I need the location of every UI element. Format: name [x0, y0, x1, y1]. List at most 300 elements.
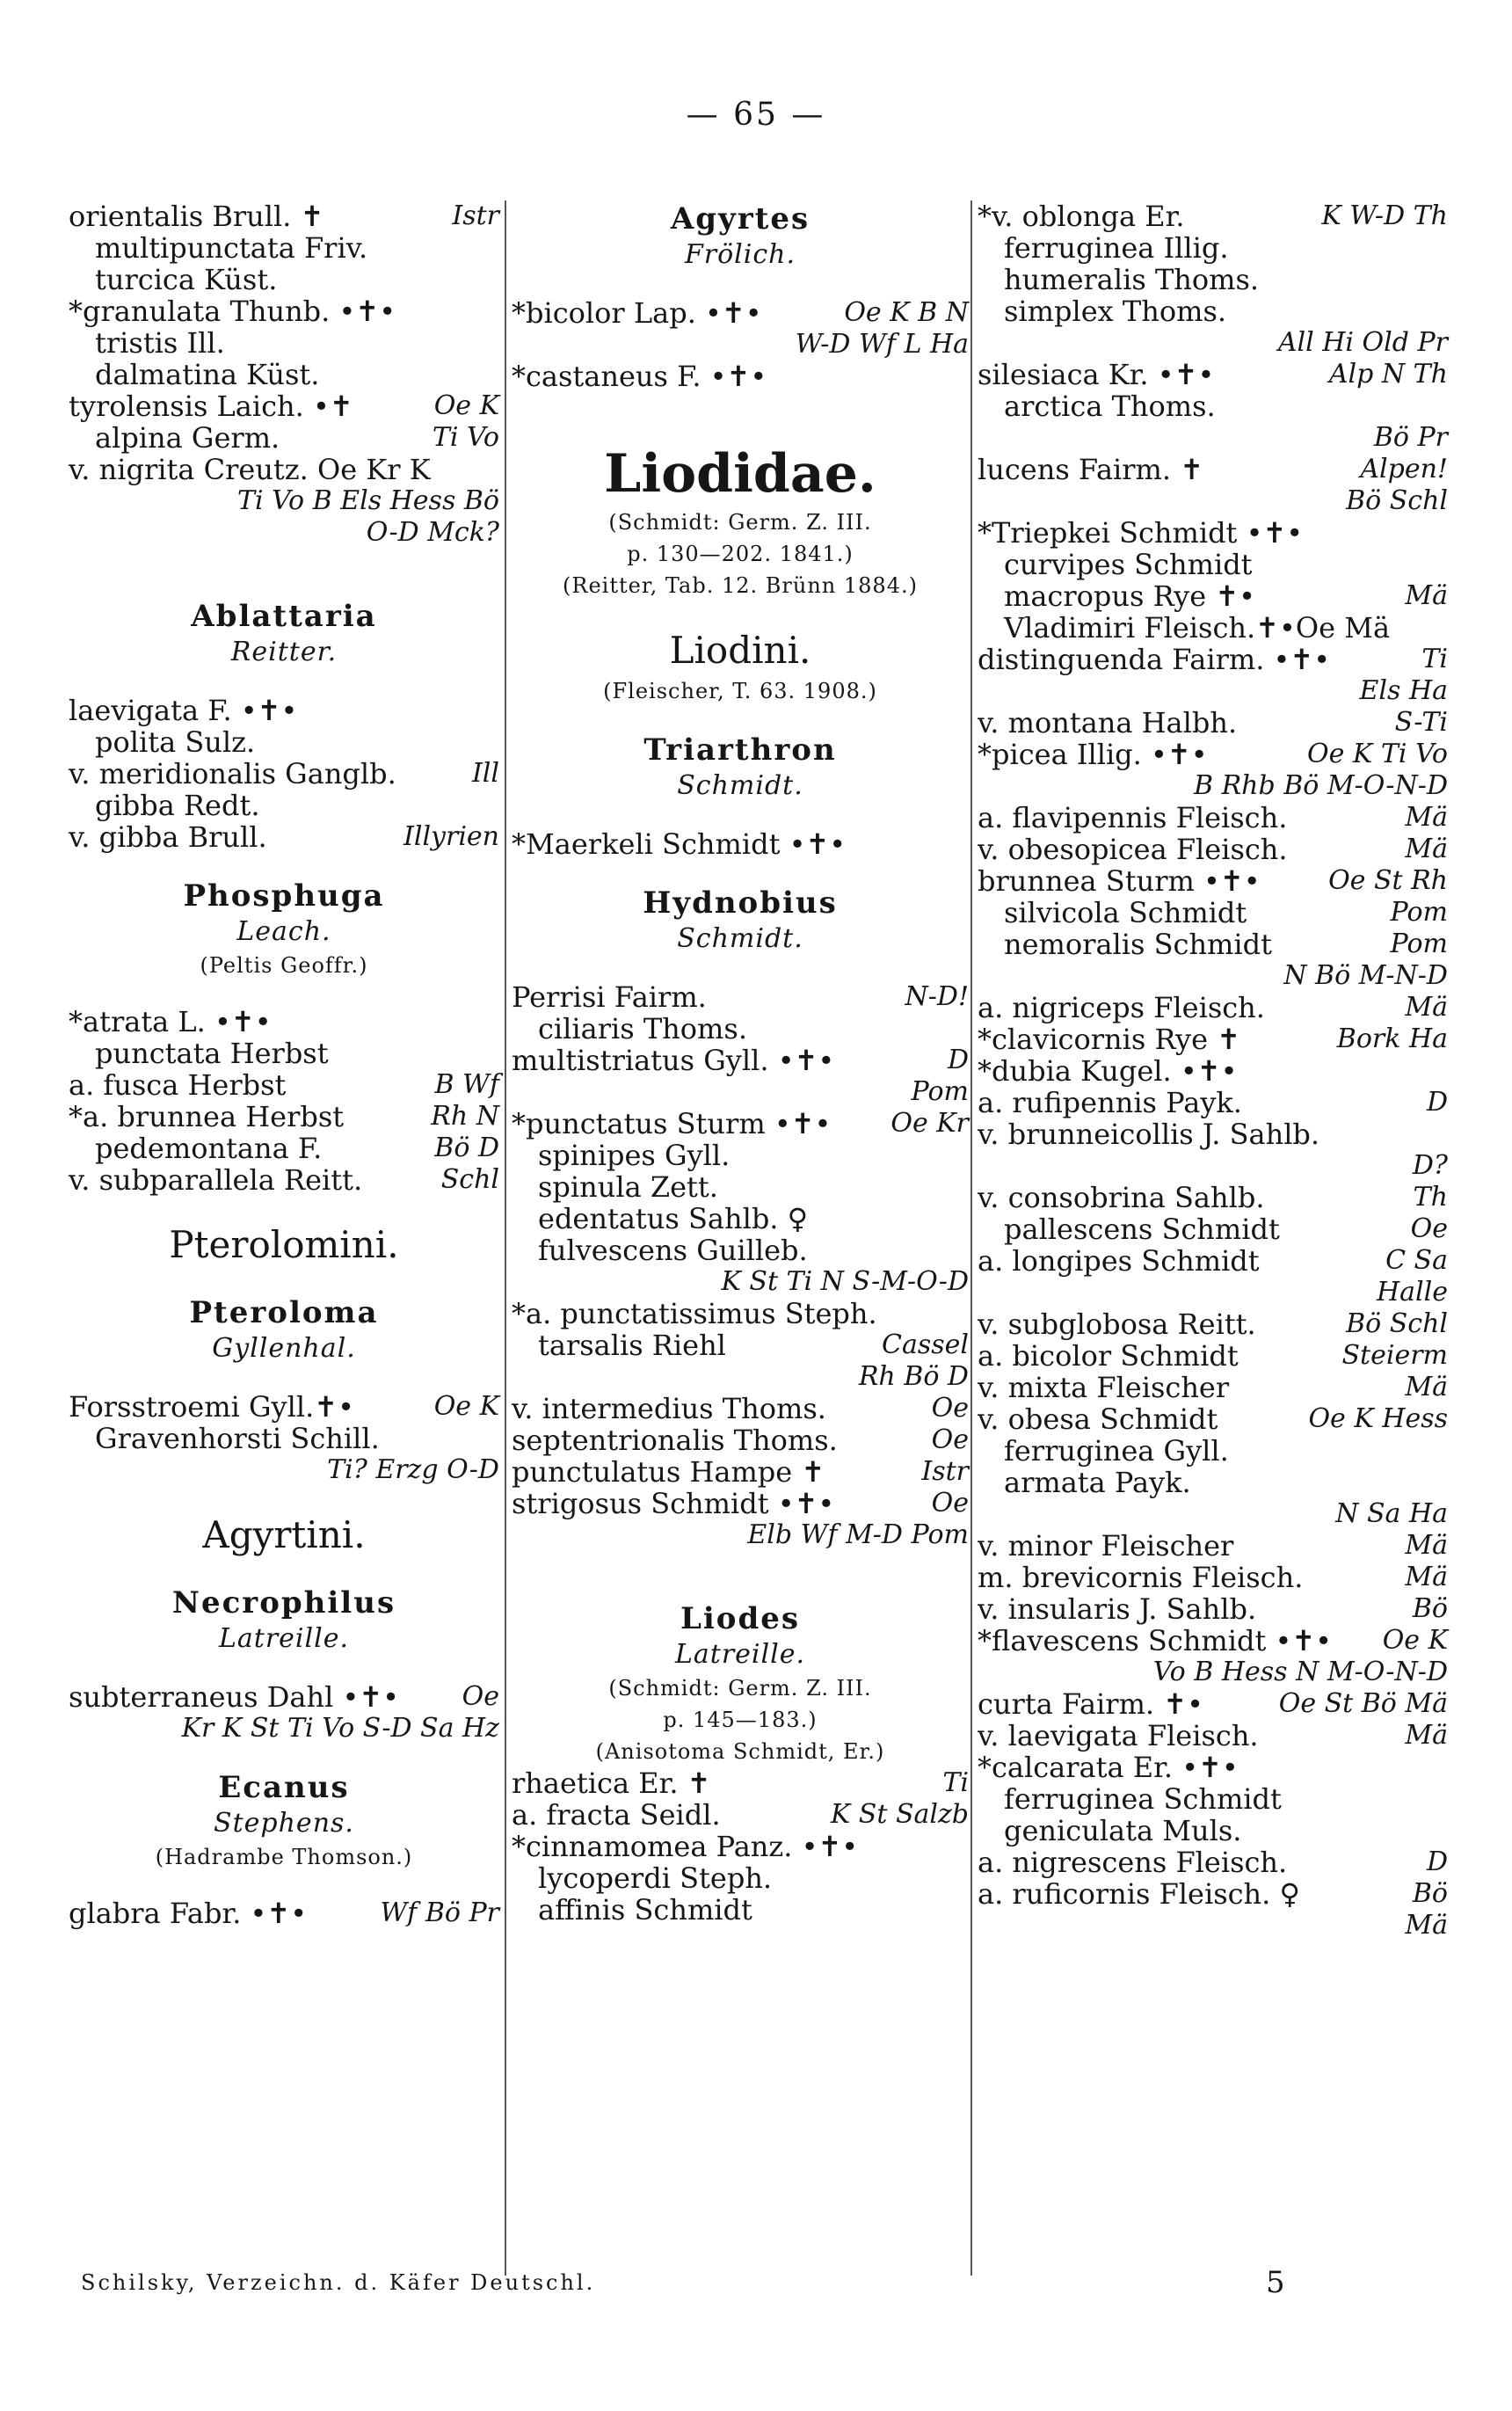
- species-entry: [978, 1593, 1448, 1625]
- species-name: spinipes Gyll.: [538, 1139, 731, 1172]
- species-entry: [69, 1038, 499, 1069]
- species-name: dalmatina Küst.: [95, 358, 320, 391]
- species-name: macropus Rye ✝•: [1004, 579, 1255, 613]
- species-entry: [512, 1203, 969, 1235]
- species-name: curvipes Schmidt: [1004, 548, 1253, 581]
- species-name: nemoralis Schmidt: [1004, 928, 1272, 961]
- species-name: *dubia Kugel. •✝•: [978, 1054, 1238, 1088]
- species-entry: [978, 264, 1448, 295]
- distribution-note: Mä: [1405, 1562, 1448, 1592]
- species-entry: [512, 981, 969, 1013]
- species-entry: [69, 1391, 499, 1423]
- tribe-heading: Agyrtini.: [202, 1513, 366, 1556]
- species-name: humeralis Thoms.: [1004, 263, 1260, 296]
- species-name: subterraneus Dahl •✝•: [69, 1680, 400, 1714]
- species-name: *flavescens Schmidt •✝•: [978, 1624, 1333, 1657]
- species-entry: [978, 1562, 1448, 1593]
- species-name: Forsstroemi Gyll.✝•: [69, 1390, 354, 1424]
- reference-note: (Anisotoma Schmidt, Er.): [595, 1739, 885, 1764]
- species-name: tarsalis Riehl: [538, 1329, 726, 1362]
- spacer: [69, 1873, 499, 1897]
- species-entry: [978, 1467, 1448, 1498]
- distribution-note: Istr: [452, 200, 499, 231]
- species-entry: [69, 264, 499, 295]
- species-entry: [69, 1164, 499, 1196]
- distribution-note: Oe Kr: [890, 1108, 969, 1139]
- species-entry: [512, 1831, 969, 1862]
- distribution-line: Elb Wf M-D Pom: [747, 1519, 969, 1550]
- species-entry: [978, 865, 1448, 897]
- tribe-heading: Pterolomini.: [169, 1223, 399, 1266]
- species-entry: [978, 1625, 1448, 1657]
- species-entry: [512, 1862, 969, 1894]
- species-entry: [978, 1118, 1448, 1150]
- spacer: [69, 549, 499, 598]
- species-entry: [512, 361, 969, 392]
- species-entry: [978, 517, 1448, 549]
- species-entry: [978, 295, 1448, 327]
- species-name: *a. brunnea Herbst: [69, 1100, 345, 1133]
- species-entry: [512, 1894, 969, 1926]
- species-entry: [978, 1783, 1448, 1815]
- distribution-note: Bö D: [434, 1133, 499, 1163]
- species-entry: [978, 1530, 1448, 1562]
- genus-author: Latreille.: [218, 1623, 350, 1654]
- reference-note: p. 145—183.): [663, 1708, 818, 1732]
- species-name: v. consobrina Sahlb.: [978, 1181, 1265, 1214]
- species-entry: [978, 1245, 1448, 1277]
- species-entry: [978, 802, 1448, 834]
- species-entry: [978, 897, 1448, 929]
- species-entry: [978, 1372, 1448, 1403]
- species-name: v. subparallela Reitt.: [69, 1163, 363, 1197]
- species-entry: [69, 454, 499, 485]
- species-name: rhaetica Er. ✝: [512, 1766, 711, 1800]
- distribution-note: Bork Ha: [1336, 1023, 1448, 1054]
- species-name: laevigata F. •✝•: [69, 694, 298, 727]
- species-entry: [69, 1006, 499, 1038]
- species-name: multistriatus Gyll. •✝•: [512, 1044, 835, 1077]
- distribution-note: Alp N Th: [1328, 359, 1448, 390]
- species-entry: [69, 1133, 499, 1164]
- distribution-line: K St Ti N S-M-O-D: [721, 1266, 969, 1297]
- genus-author: Latreille.: [674, 1639, 806, 1670]
- species-name: fulvescens Guilleb.: [538, 1234, 808, 1267]
- species-entry: [512, 1013, 969, 1045]
- genus-author: Leach.: [236, 916, 331, 947]
- reference-note: p. 130—202. 1841.): [627, 542, 854, 566]
- species-entry: [512, 828, 969, 860]
- spacer: [69, 1560, 499, 1584]
- species-entry: [978, 1213, 1448, 1245]
- species-entry: [978, 454, 1448, 485]
- species-entry: [512, 1140, 969, 1171]
- species-entry: [512, 1298, 969, 1329]
- tribe-heading: Liodini.: [669, 629, 811, 672]
- distribution-note: Mä: [1405, 834, 1448, 864]
- spacer: [69, 670, 499, 695]
- species-entry: [978, 200, 1448, 232]
- reference-note: (Fleischer, T. 63. 1908.): [603, 679, 877, 703]
- species-entry: [512, 1045, 969, 1076]
- species-entry: [512, 297, 969, 329]
- distribution-note: N-D!: [905, 981, 969, 1012]
- spacer: [69, 1486, 499, 1511]
- species-name: *Triepkei Schmidt •✝•: [978, 516, 1304, 550]
- species-name: polita Sulz.: [95, 725, 256, 759]
- species-entry: [978, 929, 1448, 960]
- species-name: v. minor Fleischer: [978, 1529, 1234, 1562]
- distribution-line: Pom: [911, 1076, 969, 1107]
- species-name: geniculata Muls.: [1004, 1814, 1242, 1847]
- distribution-note: Oe: [1410, 1213, 1448, 1244]
- distribution-note: Rh N: [431, 1101, 499, 1132]
- species-entry: [978, 1340, 1448, 1372]
- species-entry: [69, 1897, 499, 1929]
- species-name: v. brunneicollis J. Sahlb.: [978, 1118, 1320, 1151]
- species-entry: [512, 1424, 969, 1456]
- family-heading: Liodidae.: [604, 443, 876, 505]
- species-entry: [978, 1182, 1448, 1213]
- distribution-note: Steierm: [1341, 1340, 1448, 1371]
- distribution-note: B Wf: [434, 1069, 499, 1100]
- distribution-note: S-Ti: [1394, 707, 1448, 738]
- species-name: glabra Fabr. •✝•: [69, 1897, 308, 1930]
- species-name: silvicola Schmidt: [1004, 896, 1247, 929]
- species-name: Gravenhorsti Schill.: [95, 1422, 380, 1455]
- column-2: [512, 200, 969, 2253]
- distribution-note: Th: [1413, 1182, 1448, 1213]
- species-name: v. laevigata Fleisch.: [978, 1719, 1259, 1752]
- spacer: [69, 1657, 499, 1681]
- distribution-line: All Hi Old Pr: [1277, 327, 1448, 358]
- distribution-note: Mä: [1405, 1530, 1448, 1561]
- distribution-note: Oe: [931, 1393, 969, 1424]
- species-entry: [978, 1878, 1448, 1910]
- species-entry: [978, 612, 1448, 644]
- species-name: multipunctata Friv.: [95, 231, 368, 265]
- distribution-note: Mä: [1405, 1372, 1448, 1402]
- species-name: *cinnamomea Panz. •✝•: [512, 1830, 859, 1863]
- species-name: a. nigriceps Fleisch.: [978, 991, 1265, 1024]
- species-name: *calcarata Er. •✝•: [978, 1751, 1239, 1784]
- species-entry: [69, 726, 499, 758]
- distribution-note: Oe K: [433, 390, 499, 421]
- distribution-line: W-D Wf L Ha: [795, 329, 969, 360]
- genus-author: Schmidt.: [677, 770, 803, 801]
- genus-author: Gyllenhal.: [212, 1333, 356, 1364]
- spacer: [69, 853, 499, 878]
- species-name: orientalis Brull. ✝: [69, 200, 324, 233]
- species-entry: [512, 1171, 969, 1203]
- distribution-note: Oe: [462, 1681, 499, 1712]
- species-name: armata Payk.: [1004, 1466, 1191, 1499]
- distribution-line: Ti Vo B Els Hess Bö: [236, 485, 499, 516]
- distribution-line: Vo B Hess N M-O-N-D: [1152, 1657, 1448, 1687]
- spacer: [69, 1196, 499, 1220]
- species-entry: [512, 1329, 969, 1361]
- species-entry: [978, 359, 1448, 390]
- species-name: pedemontana F.: [95, 1132, 323, 1165]
- distribution-line: Halle: [1377, 1277, 1448, 1307]
- genus-heading: Liodes: [680, 1601, 801, 1636]
- species-entry: [978, 834, 1448, 865]
- species-name: v. obesa Schmidt: [978, 1402, 1218, 1436]
- species-name: arctica Thoms.: [1004, 390, 1216, 423]
- species-name: simplex Thoms.: [1004, 295, 1227, 328]
- distribution-note: D: [1426, 1087, 1448, 1118]
- distribution-note: C Sa: [1385, 1245, 1448, 1276]
- distribution-note: Mä: [1405, 802, 1448, 833]
- spacer: [512, 601, 969, 626]
- distribution-line: N Sa Ha: [1335, 1498, 1448, 1529]
- distribution-note: Ti: [942, 1767, 969, 1798]
- distribution-note: Alpen!: [1360, 454, 1448, 484]
- species-name: gibba Redt.: [95, 789, 260, 822]
- distribution-note: Oe: [931, 1488, 969, 1519]
- footer-citation: Schilsky, Verzeichn. d. Käfer Deutschl.: [81, 2270, 596, 2295]
- distribution-note: D: [947, 1045, 969, 1075]
- species-name: Perrisi Fairm.: [512, 980, 707, 1014]
- species-entry: [512, 1108, 969, 1140]
- distribution-note: Ill: [471, 758, 499, 789]
- species-name: v. mixta Fleischer: [978, 1371, 1230, 1404]
- species-entry: [978, 1023, 1448, 1055]
- species-entry: [978, 1720, 1448, 1752]
- distribution-note: Oe St Rh: [1328, 865, 1448, 896]
- species-entry: [978, 1846, 1448, 1878]
- distribution-note: Mä: [1405, 580, 1448, 611]
- species-name: pallescens Schmidt: [1004, 1213, 1280, 1246]
- species-entry: [978, 1308, 1448, 1340]
- species-entry: [69, 295, 499, 327]
- page-number: — 65 —: [686, 97, 826, 133]
- species-entry: [978, 232, 1448, 264]
- distribution-note: Oe K B N: [844, 297, 969, 328]
- distribution-note: Schl: [440, 1164, 499, 1195]
- distribution-line: Mä: [1405, 1910, 1448, 1941]
- species-name: affinis Schmidt: [538, 1893, 752, 1927]
- column-rule-right: [970, 200, 972, 2276]
- species-name: v. obesopicea Fleisch.: [978, 833, 1288, 866]
- genus-heading: Phosphuga: [183, 878, 385, 914]
- species-name: *Maerkeli Schmidt •✝•: [512, 827, 847, 861]
- species-name: v. intermedius Thoms.: [512, 1392, 826, 1425]
- column-rule-left: [505, 200, 506, 2276]
- species-name: v. insularis J. Sahlb.: [978, 1592, 1257, 1626]
- species-name: a. longipes Schmidt: [978, 1244, 1260, 1278]
- species-name: tristis Ill.: [95, 326, 225, 360]
- species-entry: [69, 200, 499, 232]
- spacer: [69, 1270, 499, 1294]
- species-name: lycoperdi Steph.: [538, 1861, 773, 1895]
- species-name: lucens Fairm. ✝: [978, 453, 1204, 486]
- species-name: *castaneus F. •✝•: [512, 360, 767, 393]
- distribution-note: Istr: [921, 1456, 969, 1487]
- species-name: alpina Germ.: [95, 421, 280, 455]
- species-entry: [978, 644, 1448, 675]
- distribution-line: Ti? Erzg O-D: [327, 1454, 499, 1485]
- distribution-note: D: [1426, 1846, 1448, 1877]
- species-entry: [978, 1435, 1448, 1467]
- distribution-note: Mä: [1405, 992, 1448, 1023]
- species-name: septentrionalis Thoms.: [512, 1424, 838, 1457]
- species-entry: [978, 580, 1448, 612]
- species-name: ferruginea Schmidt: [1004, 1782, 1282, 1816]
- species-entry: [69, 790, 499, 821]
- signature-mark: 5: [1266, 2265, 1285, 2300]
- species-name: ciliaris Thoms.: [538, 1012, 747, 1045]
- distribution-line: O-D Mck?: [366, 517, 499, 548]
- species-name: punctata Herbst: [95, 1037, 329, 1070]
- distribution-line: D?: [1412, 1150, 1448, 1181]
- reference-note: (Schmidt: Germ. Z. III.: [608, 510, 872, 535]
- distribution-note: Cassel: [882, 1329, 969, 1360]
- species-entry: [69, 390, 499, 422]
- species-entry: [978, 707, 1448, 739]
- species-name: curta Fairm. ✝•: [978, 1687, 1203, 1721]
- species-entry: [69, 1069, 499, 1101]
- distribution-note: Oe K: [433, 1391, 499, 1422]
- species-entry: [69, 359, 499, 390]
- spacer: [69, 981, 499, 1006]
- species-name: *punctatus Sturm •✝•: [512, 1107, 832, 1140]
- distribution-note: Wf Bö Pr: [380, 1897, 499, 1928]
- distribution-note: Bö: [1412, 1878, 1448, 1909]
- distribution-note: K St Salzb: [830, 1799, 969, 1830]
- species-entry: [978, 549, 1448, 580]
- column-3: [978, 200, 1448, 2253]
- species-entry: [69, 422, 499, 454]
- spacer: [512, 804, 969, 828]
- species-name: a. bicolor Schmidt: [978, 1339, 1239, 1373]
- species-entry: [978, 1688, 1448, 1720]
- distribution-note: Ti Vo: [432, 422, 499, 453]
- column-1: [69, 200, 499, 2253]
- distribution-note: Ti: [1421, 644, 1448, 674]
- distribution-note: Pom: [1390, 929, 1448, 959]
- species-name: silesiaca Kr. •✝•: [978, 358, 1215, 391]
- species-name: v. nigrita Creutz. Oe Kr K: [69, 453, 431, 486]
- spacer: [512, 957, 969, 981]
- species-name: ferruginea Gyll.: [1004, 1434, 1229, 1468]
- distribution-note: Oe K Ti Vo: [1307, 739, 1448, 769]
- genus-heading: Ablattaria: [191, 599, 377, 634]
- species-name: turcica Küst.: [95, 263, 278, 296]
- distribution-note: Bö Schl: [1346, 1308, 1448, 1339]
- species-entry: [512, 1235, 969, 1266]
- species-entry: [69, 232, 499, 264]
- species-name: *picea Illig. •✝•: [978, 738, 1208, 771]
- distribution-note: Mä: [1405, 1720, 1448, 1751]
- species-entry: [512, 1799, 969, 1831]
- species-name: ferruginea Illig.: [1004, 231, 1229, 265]
- genus-author: Schmidt.: [677, 923, 803, 954]
- reference-note: (Schmidt: Germ. Z. III.: [608, 1676, 872, 1701]
- species-name: *granulata Thunb. •✝•: [69, 295, 396, 328]
- distribution-note: Oe K: [1382, 1625, 1448, 1656]
- species-entry: [978, 1815, 1448, 1846]
- genus-heading: Hydnobius: [643, 885, 838, 921]
- genus-heading: Pteroloma: [189, 1295, 379, 1330]
- species-name: *clavicornis Rye ✝: [978, 1023, 1240, 1056]
- genus-heading: Necrophilus: [171, 1585, 396, 1621]
- spacer: [512, 273, 969, 297]
- species-name: a. fracta Seidl.: [512, 1798, 721, 1832]
- species-entry: [978, 992, 1448, 1023]
- species-name: *bicolor Lap. •✝•: [512, 296, 762, 330]
- species-entry: [978, 1087, 1448, 1118]
- species-name: v. gibba Brull.: [69, 820, 267, 854]
- species-entry: [978, 1403, 1448, 1435]
- distribution-note: Oe K Hess: [1308, 1403, 1448, 1434]
- spacer: [69, 1745, 499, 1769]
- species-name: brunnea Sturm •✝•: [978, 864, 1261, 898]
- species-entry: [69, 1101, 499, 1133]
- genus-heading: Triarthron: [643, 732, 837, 768]
- distribution-line: Kr K St Ti Vo S-D Sa Hz: [181, 1713, 499, 1744]
- distribution-line: Els Ha: [1359, 675, 1448, 706]
- species-name: a. flavipennis Fleisch.: [978, 801, 1288, 834]
- spacer: [69, 1366, 499, 1391]
- species-entry: [69, 327, 499, 359]
- spacer: [512, 707, 969, 732]
- distribution-line: Rh Bö D: [858, 1361, 969, 1392]
- species-entry: [978, 1055, 1448, 1087]
- species-name: v. subglobosa Reitt.: [978, 1307, 1256, 1341]
- species-name: edentatus Sahlb. ♀: [538, 1202, 809, 1235]
- species-name: a. nigrescens Fleisch.: [978, 1846, 1288, 1879]
- genus-author: Frölich.: [684, 239, 796, 270]
- distribution-note: Oe: [931, 1424, 969, 1455]
- spacer: [512, 392, 969, 441]
- species-entry: [69, 1423, 499, 1454]
- spacer: [512, 860, 969, 885]
- species-name: v. montana Halbh.: [978, 706, 1238, 739]
- species-name: Vladimiri Fleisch.✝•Oe Mä: [1004, 611, 1391, 645]
- species-entry: [512, 1488, 969, 1519]
- species-entry: [69, 1681, 499, 1713]
- species-name: *v. oblonga Er.: [978, 200, 1185, 233]
- species-name: a. ruficornis Fleisch. ♀: [978, 1877, 1300, 1911]
- species-name: a. rufipennis Payk.: [978, 1086, 1242, 1119]
- species-name: strigosus Schmidt •✝•: [512, 1487, 835, 1520]
- distribution-note: Oe St Bö Mä: [1278, 1688, 1448, 1719]
- species-name: distinguenda Fairm. •✝•: [978, 643, 1331, 676]
- distribution-line: Bö Pr: [1373, 422, 1448, 453]
- distribution-note: Illyrien: [403, 821, 499, 852]
- species-entry: [69, 821, 499, 853]
- genus-author: Reitter.: [230, 637, 338, 667]
- species-name: *a. punctatissimus Steph.: [512, 1297, 877, 1330]
- species-name: spinula Zett.: [538, 1170, 718, 1204]
- distribution-line: B Rhb Bö M-O-N-D: [1194, 770, 1448, 801]
- reference-note: (Peltis Geoffr.): [200, 953, 368, 978]
- reference-note: (Hadrambe Thomson.): [155, 1845, 413, 1869]
- spacer: [512, 1551, 969, 1600]
- species-entry: [978, 390, 1448, 422]
- species-name: m. brevicornis Fleisch.: [978, 1561, 1304, 1594]
- species-entry: [512, 1393, 969, 1424]
- species-entry: [69, 758, 499, 790]
- distribution-note: Pom: [1390, 897, 1448, 928]
- species-entry: [512, 1456, 969, 1488]
- genus-heading: Agyrtes: [670, 201, 811, 237]
- distribution-note: Bö: [1412, 1593, 1448, 1624]
- species-name: punctulatus Hampe ✝: [512, 1455, 825, 1489]
- species-entry: [978, 1752, 1448, 1783]
- distribution-note: K W-D Th: [1321, 200, 1448, 231]
